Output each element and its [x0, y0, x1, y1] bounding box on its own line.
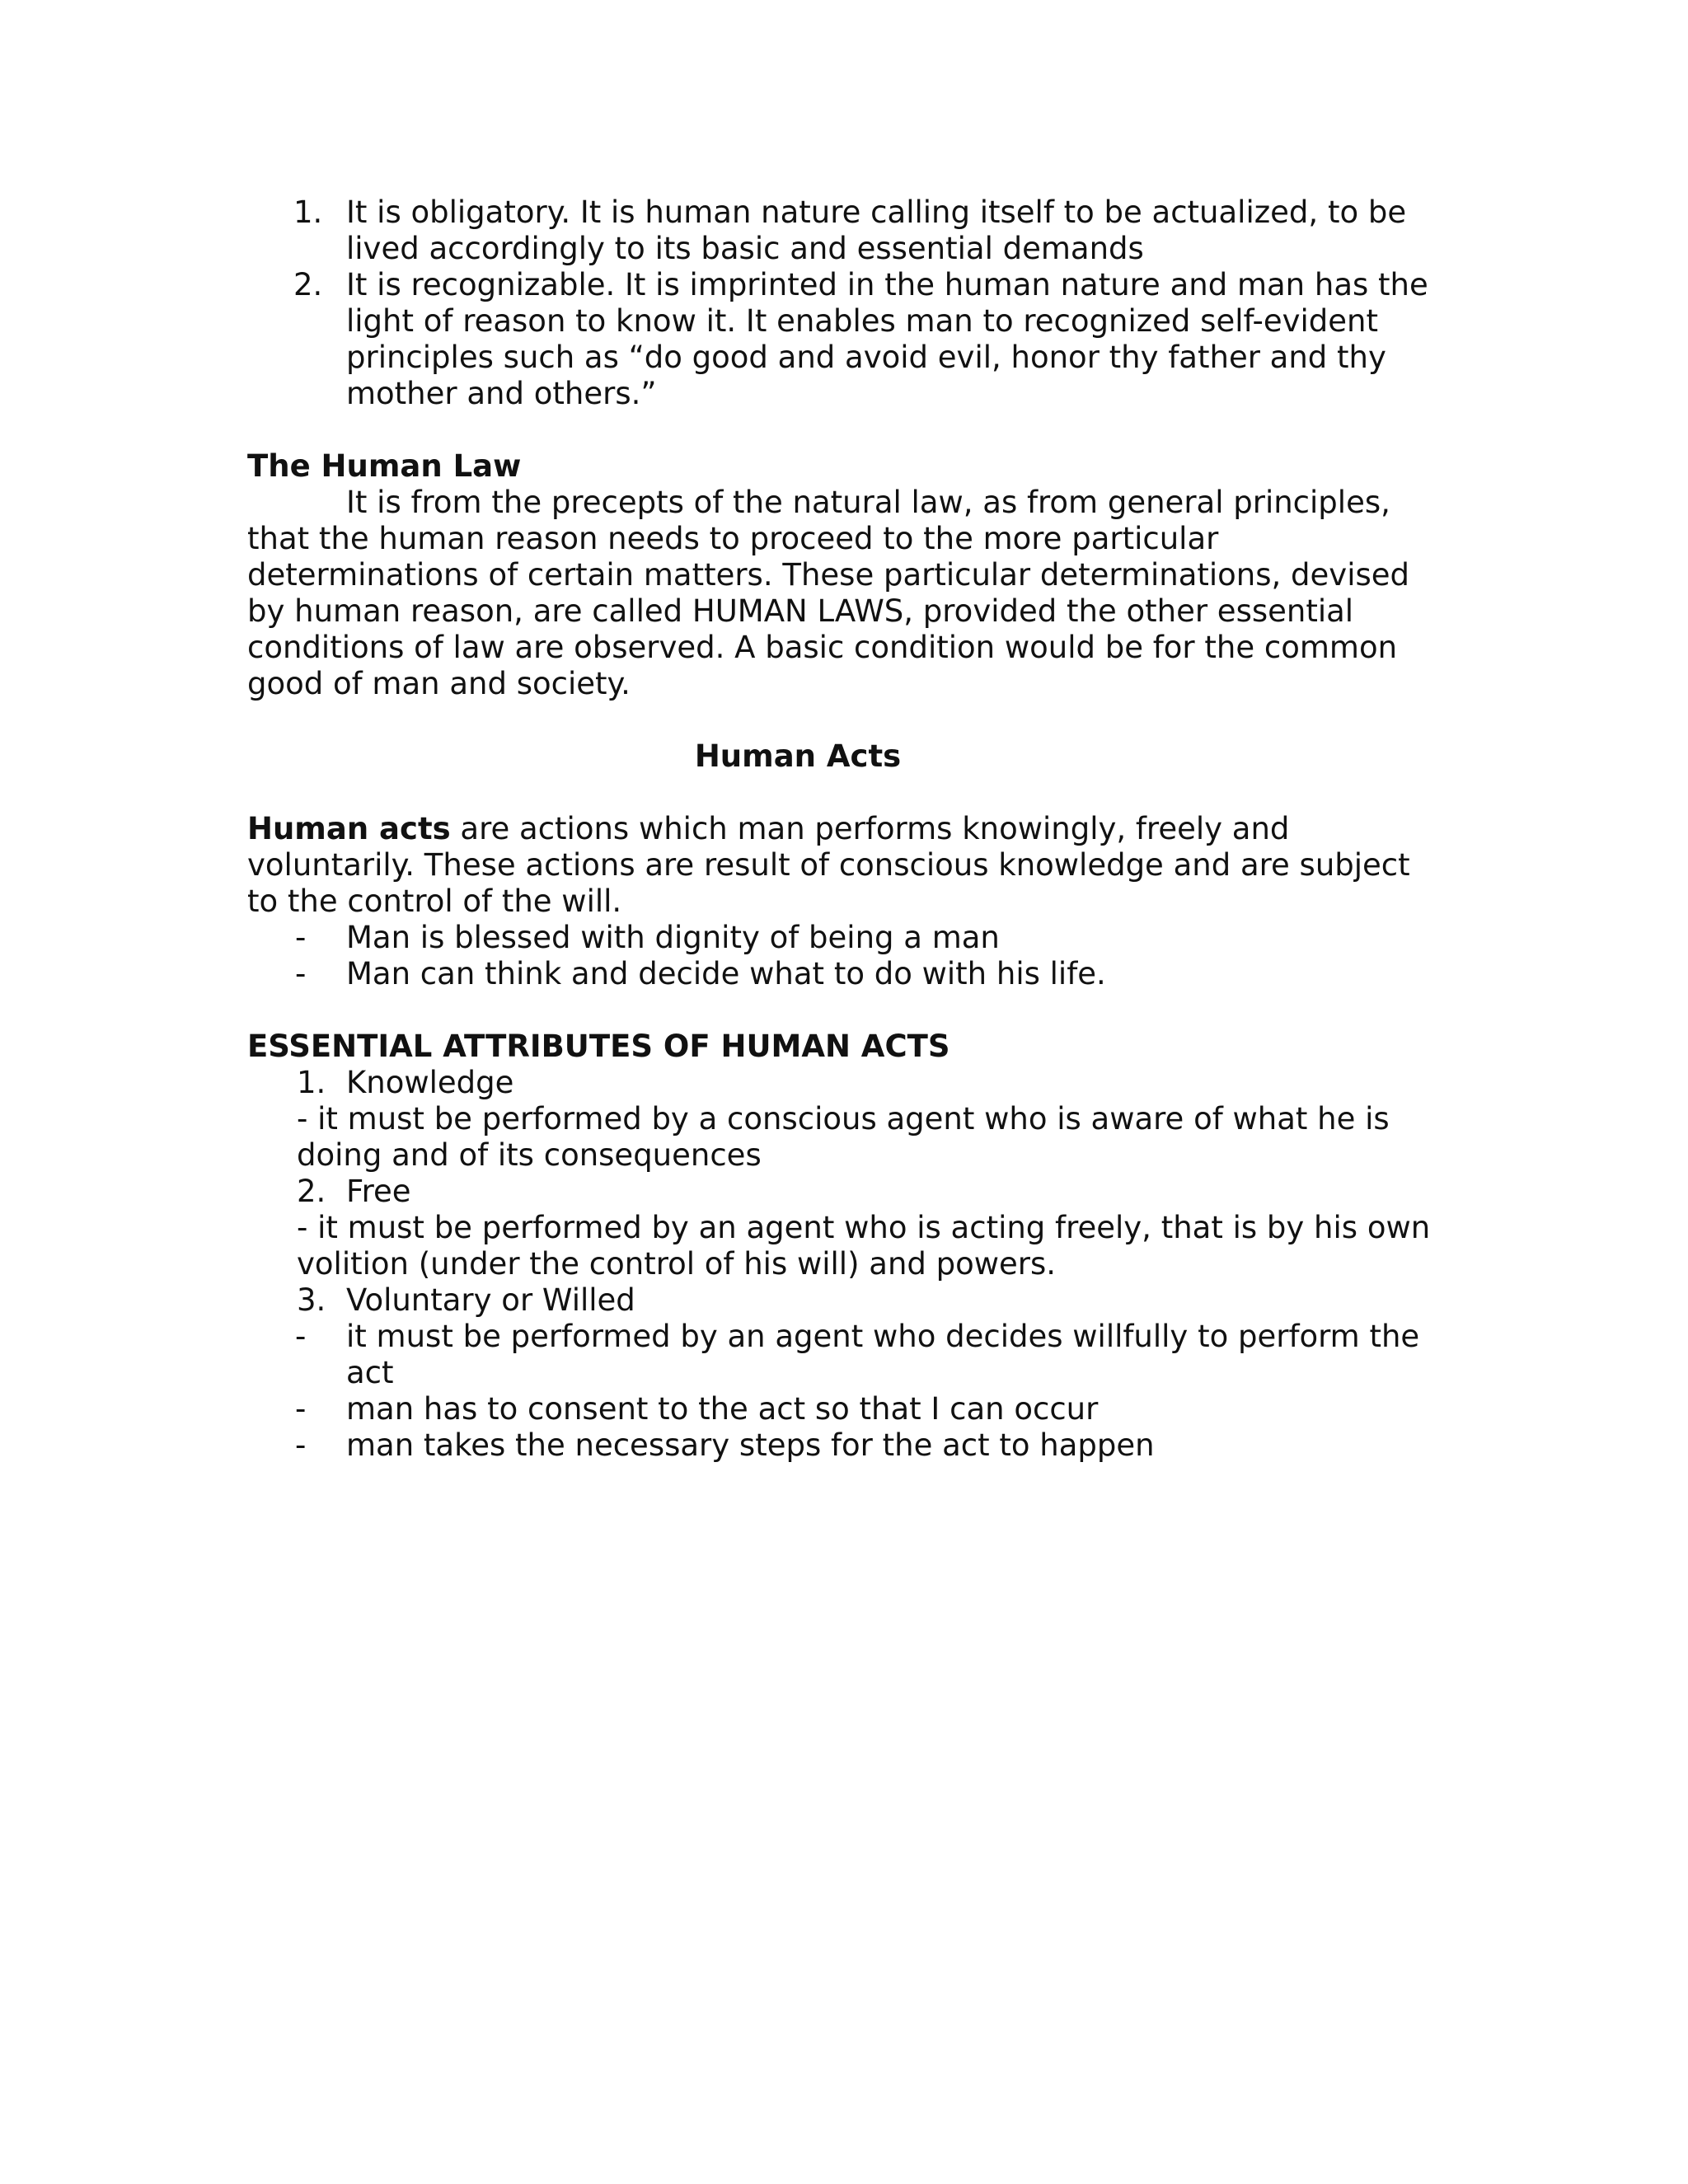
section-heading-human-acts: Human Acts [694, 738, 902, 774]
bullet-text: man has to consent to the act so that I can occur [346, 1391, 1099, 1427]
defined-term: Human acts [247, 811, 451, 846]
spacer [247, 775, 1442, 811]
numbered-list-item [247, 194, 1442, 267]
numbered-list-item [247, 267, 1442, 412]
attribute-description: - it must be performed by an agent who is acting freely, that is by his own volition (under the control of his will) and powers. [297, 1210, 1431, 1282]
page-content [247, 194, 1442, 1464]
list-marker: 2. [297, 1174, 326, 1209]
bullet-text: man takes the necessary steps for the act to happen [346, 1427, 1155, 1463]
dash-marker: - [295, 956, 307, 991]
section-heading-attributes: ESSENTIAL ATTRIBUTES OF HUMAN ACTS [247, 1029, 950, 1064]
attribute-title: Voluntary or Willed [346, 1282, 635, 1318]
human-acts-definition [247, 811, 1442, 920]
dash-marker: - [295, 1319, 307, 1354]
list-marker: 2. [293, 267, 323, 302]
bullet-text: Man can think and decide what to do with his life. [346, 956, 1106, 991]
list-marker: 1. [297, 1065, 326, 1100]
definition-text: are actions which man performs knowingly, freely and voluntarily. These actions are result of conscious knowledge and are subject to the control of the will. [247, 811, 1410, 919]
attribute-title: Knowledge [346, 1065, 514, 1100]
list-marker: 1. [293, 194, 323, 230]
bullet-text: it must be performed by an agent who decides willfully to perform the act [346, 1319, 1420, 1390]
human-law-paragraph: It is from the precepts of the natural law, as from general principles, that the human reason needs to proceed to the more particular determinations of certain matters. These particular determinations, devised by human reason, are called HUMAN LAWS, provided the other essential conditions of law are observed. A basic condition would be for the common good of man and society. [247, 485, 1410, 701]
attribute-description: - it must be performed by a conscious agent who is aware of what he is doing and of its consequences [297, 1101, 1390, 1173]
dash-marker: - [295, 1427, 307, 1463]
spacer [247, 702, 1442, 738]
spacer [247, 412, 1442, 448]
dash-marker: - [295, 920, 307, 955]
bullet-list-item [247, 1391, 1442, 1427]
section-heading-human-law: The Human Law [247, 448, 522, 484]
dash-marker: - [295, 1391, 307, 1427]
list-marker: 3. [297, 1282, 326, 1318]
attribute-item [247, 1065, 1442, 1101]
bullet-list-item [247, 1319, 1442, 1391]
attribute-item [247, 1174, 1442, 1210]
bullet-text: Man is blessed with dignity of being a man [346, 920, 1000, 955]
spacer [247, 992, 1442, 1029]
bullet-list-item [247, 956, 1442, 992]
bullet-list-item [247, 920, 1442, 956]
attribute-item [247, 1282, 1442, 1319]
list-item-text: It is obligatory. It is human nature calling itself to be actualized, to be lived accordingly to its basic and essential demands [346, 194, 1407, 266]
attribute-title: Free [346, 1174, 411, 1209]
bullet-list-item [247, 1427, 1442, 1464]
list-item-text: It is recognizable. It is imprinted in the human nature and man has the light of reason to know it. It enables man to recognized self-evident principles such as “do good and avoid evil, honor thy father and thy mother and others.” [346, 267, 1428, 411]
